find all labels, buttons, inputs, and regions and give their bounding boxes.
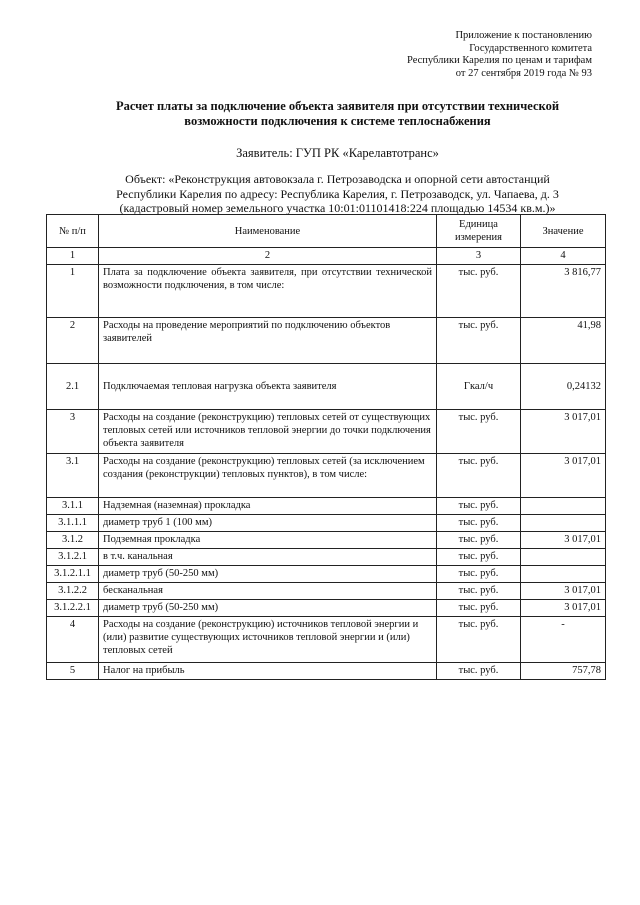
row-value: 3 017,01 (521, 410, 606, 454)
table-row (47, 498, 606, 515)
row-value (521, 566, 606, 583)
object-line: Республики Карелия по адресу: Республика Карелия, г. Петрозаводск, ул. Чапаева, д. 3 (116, 186, 559, 201)
object-description (60, 172, 615, 216)
row-name: в т.ч. канальная (99, 549, 437, 566)
index-cell: 3 (437, 248, 521, 265)
row-name: Расходы на создание (реконструкцию) источников тепловой энергии и (или) развитие существующих источников тепловой энергии и (или) тепловых сетей (99, 617, 437, 663)
table-row (47, 515, 606, 532)
row-value (521, 549, 606, 566)
row-num: 1 (47, 265, 99, 318)
table-header-row (47, 215, 606, 248)
row-name: Налог на прибыль (99, 663, 437, 680)
table-row (47, 617, 606, 663)
row-num: 2.1 (47, 364, 99, 410)
row-num: 3.1.2 (47, 532, 99, 549)
row-unit: тыс. руб. (437, 600, 521, 617)
row-name: Расходы на создание (реконструкцию) тепловых сетей от существующих тепловых сетей или источников тепловой энергии до точки подключения объекта заявителя (99, 410, 437, 454)
title-line: возможности подключения к системе теплоснабжения (184, 114, 491, 128)
row-name: Подземная прокладка (99, 532, 437, 549)
table-row (47, 454, 606, 498)
row-num: 3.1.2.2.1 (47, 600, 99, 617)
index-cell: 2 (99, 248, 437, 265)
row-name: бесканальная (99, 583, 437, 600)
row-num: 5 (47, 663, 99, 680)
row-unit: тыс. руб. (437, 498, 521, 515)
row-unit: Гкал/ч (437, 364, 521, 410)
row-value: 41,98 (521, 318, 606, 364)
row-num: 3.1.2.1.1 (47, 566, 99, 583)
row-unit: тыс. руб. (437, 663, 521, 680)
object-line: (кадастровый номер земельного участка 10:01:01101418:224 площадью 14534 кв.м.)» (119, 201, 556, 215)
row-unit: тыс. руб. (437, 617, 521, 663)
index-cell: 4 (521, 248, 606, 265)
row-value: 3 017,01 (521, 600, 606, 617)
row-num: 3.1 (47, 454, 99, 498)
header-num: № п/п (47, 215, 99, 248)
row-unit: тыс. руб. (437, 549, 521, 566)
row-value (521, 515, 606, 532)
header-name: Наименование (99, 215, 437, 248)
row-unit: тыс. руб. (437, 515, 521, 532)
row-unit: тыс. руб. (437, 318, 521, 364)
table-row (47, 663, 606, 680)
row-value (521, 498, 606, 515)
appendix-line: от 27 сентября 2019 года № 93 (455, 67, 592, 79)
index-row (47, 248, 606, 265)
row-name: диаметр труб (50-250 мм) (99, 566, 437, 583)
index-cell: 1 (47, 248, 99, 265)
row-name: Надземная (наземная) прокладка (99, 498, 437, 515)
row-name: Подключаемая тепловая нагрузка объекта заявителя (99, 364, 437, 410)
row-num: 3.1.2.1 (47, 549, 99, 566)
row-num: 3.1.1.1 (47, 515, 99, 532)
row-num: 2 (47, 318, 99, 364)
row-name: Расходы на проведение мероприятий по подключению объектов заявителей (99, 318, 437, 364)
table-row (47, 566, 606, 583)
row-value: 3 017,01 (521, 532, 606, 549)
appendix-line: Приложение к постановлению (455, 30, 592, 41)
appendix-note (332, 30, 592, 80)
table-row (47, 532, 606, 549)
title-line: Расчет платы за подключение объекта заявителя при отсутствии технической (115, 99, 560, 113)
row-value: - (521, 617, 606, 663)
applicant-line: Заявитель: ГУП РК «Карелавтотранс» (236, 146, 439, 160)
row-unit: тыс. руб. (437, 532, 521, 549)
table-row (47, 549, 606, 566)
object-line: Объект: «Реконструкция автовокзала г. Петрозаводска и опорной сети автостанций (125, 172, 550, 186)
row-value: 3 017,01 (521, 583, 606, 600)
row-value: 3 816,77 (521, 265, 606, 318)
header-value: Значение (521, 215, 606, 248)
row-unit: тыс. руб. (437, 454, 521, 498)
table-row (47, 318, 606, 364)
row-num: 3.1.1 (47, 498, 99, 515)
row-num: 4 (47, 617, 99, 663)
appendix-line: Республики Карелия по ценам и тарифам (407, 55, 592, 66)
appendix-line: Государственного комитета (469, 42, 592, 54)
row-name: Плата за подключение объекта заявителя, при отсутствии технической возможности подключения, в том числе: (99, 265, 437, 318)
row-value: 757,78 (521, 663, 606, 680)
table-row (47, 410, 606, 454)
table-row (47, 364, 606, 410)
table-row (47, 265, 606, 318)
row-value: 0,24132 (521, 364, 606, 410)
row-unit: тыс. руб. (437, 566, 521, 583)
row-name: диаметр труб (50-250 мм) (99, 600, 437, 617)
calculation-table (46, 214, 606, 680)
row-unit: тыс. руб. (437, 410, 521, 454)
header-unit: Единица измерения (437, 215, 521, 248)
row-value: 3 017,01 (521, 454, 606, 498)
row-num: 3.1.2.2 (47, 583, 99, 600)
table-row (47, 583, 606, 600)
row-unit: тыс. руб. (437, 265, 521, 318)
row-unit: тыс. руб. (437, 583, 521, 600)
row-name: диаметр труб 1 (100 мм) (99, 515, 437, 532)
row-name: Расходы на создание (реконструкцию) тепловых сетей (за исключением создания (реконструкции) тепловых пунктов), в том числе: (99, 454, 437, 498)
document-title (60, 99, 615, 129)
table-row (47, 600, 606, 617)
row-num: 3 (47, 410, 99, 454)
